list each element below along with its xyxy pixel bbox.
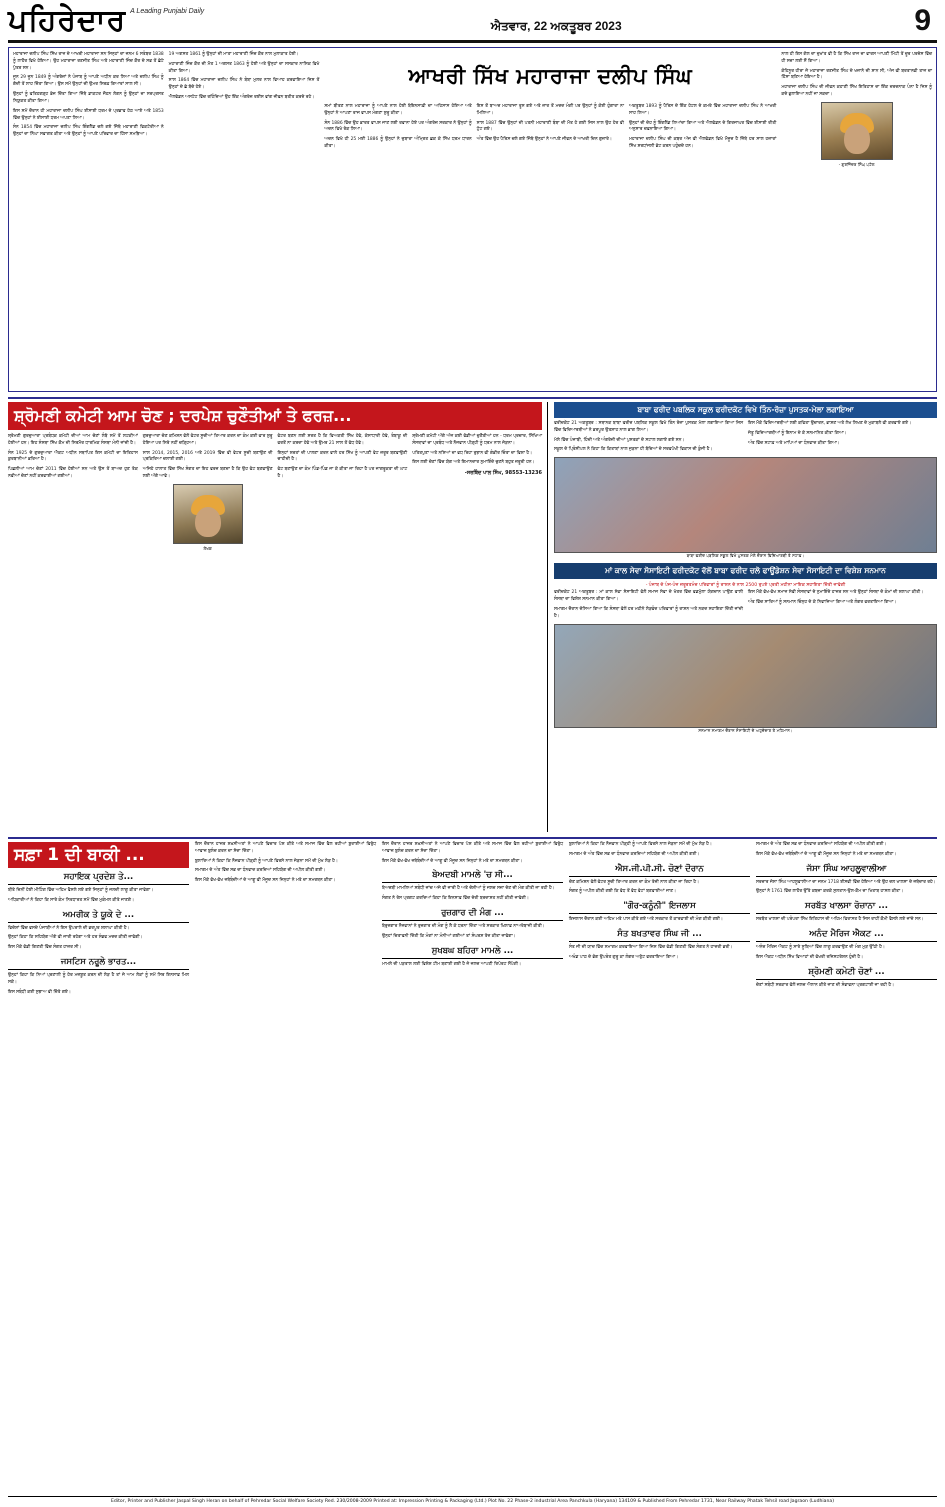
paragraph: ਮੇਲੇ ਵਿੱਚ ਪੰਜਾਬੀ, ਹਿੰਦੀ ਅਤੇ ਅੰਗਰੇਜ਼ੀ ਦੀਆਂ ਪੁਸਤਕਾਂ ਦੇ ਸਟਾਲ ਲਗਾਏ ਗਏ ਸਨ। [554, 437, 685, 443]
author-photo [821, 102, 893, 160]
paragraph: ਚੋਣ ਕਮਿਸ਼ਨ ਵੱਲੋਂ ਵੋਟਰ ਸੂਚੀ ਤਿਆਰ ਕਰਨ ਦਾ ਕੰਮ ਤੇਜ਼ੀ ਨਾਲ ਕੀਤਾ ਜਾ ਰਿਹਾ ਹੈ। [569, 879, 699, 885]
paragraph: ਮਹਾਰਾਣੀ ਜਿੰਦ ਕੌਰ ਦੀ ਮੌਤ 1 ਅਗਸਤ 1863 ਨੂੰ ਹੋਈ ਅਤੇ ਉਨ੍ਹਾਂ ਦਾ ਸਸਕਾਰ ਨਾਸਿਕ ਵਿਖੇ ਕੀਤਾ ਗਿਆ। [168, 61, 320, 74]
article-headline: ਮਾਂ ਕਾਲ ਸੇਵਾ ਸੋਸਾਇਟੀ ਫਰੀਦਕੋਟ ਵੱਲੋਂ ਬਾਬਾ ਫਰੀਦ ਚਲੋ ਫਾਊਂਡੇਸ਼ਨ ਸੇਵਾ ਸੋਸਾਇਟੀ ਦਾ ਵਿਸ਼ੇਸ਼ ਸਨਮਾਨ [554, 563, 937, 579]
paragraph: ਵਿਦੇਸ਼ਾਂ ਵਿੱਚ ਵਸਦੇ ਪੰਜਾਬੀਆਂ ਨੇ ਇਸ ਉਪਰਾਲੇ ਦੀ ਭਰਪੂਰ ਸ਼ਲਾਘਾ ਕੀਤੀ ਹੈ। [8, 925, 130, 931]
jump-column [195, 842, 376, 1442]
paragraph: ਇਸ ਤੋਂ ਬਾਅਦ ਮਹਾਰਾਜਾ ਰੂਸ ਗਏ ਅਤੇ ਜ਼ਾਰ ਤੋਂ ਮਦਦ ਮੰਗੀ ਪਰ ਉਨ੍ਹਾਂ ਨੂੰ ਕੋਈ ਹੁੰਗਾਰਾ ਨਾ ਮਿਲਿਆ। [476, 104, 624, 116]
article-book-fair [554, 402, 937, 558]
jump-item-head: ਰੁਜ਼ਗਾਰ ਦੀ ਮੰਗ ... [382, 908, 563, 921]
paragraph: ਮਹਾਰਾਜਾ ਦਲੀਪ ਸਿੰਘ ਦੀ ਜੀਵਨ ਕਹਾਣੀ ਸਿੱਖ ਇਤਿਹਾਸ ਦਾ ਇੱਕ ਦਰਦਨਾਕ ਪੰਨਾ ਹੈ ਜਿਸ ਨੂੰ ਕਦੇ ਭੁਲਾਇਆ ਨਹੀਂ ਜਾ ਸਕਦਾ। [781, 85, 933, 98]
article-subline: - ਪੰਜਾਬ ਦੇ ਪੰਜ-ਪੰਜ ਜ਼ਰੂਰਤਮੰਦ ਪਰਿਵਾਰਾਂ ਨੂੰ ਰਾਸ਼ਨ ਦੇ ਨਾਲ 2500 ਰੁਪਏ ਪ੍ਰਤੀ ਮਹੀਨਾ ਮਾਇਕ ਸਹਾਇਤਾ ਦਿੱਤੀ ਜਾਵੇਗੀ [645, 583, 846, 589]
paragraph: ਮਹਾਰਾਜਾ ਦਲੀਪ ਸਿੰਘ ਦੀ ਕਬਰ ਅੱਜ ਵੀ ਐਲਵੇਡਨ ਵਿਖੇ ਮੌਜੂਦ ਹੈ ਜਿੱਥੇ ਹਰ ਸਾਲ ਹਜ਼ਾਰਾਂ ਸਿੱਖ ਸ਼ਰਧਾਂਜਲੀ ਭੇਟ ਕਰਨ ਪਹੁੰਚਦੇ ਹਨ। [629, 137, 777, 150]
jump-item-head: "ਗੌਰ-ਕਨੂੰਨੀ" ਇਜਲਾਸ [569, 901, 750, 914]
paragraph: ਇਸ ਸਮੇਂ ਦੌਰਾਨ ਹੀ ਮਹਾਰਾਜਾ ਦਲੀਪ ਸਿੰਘ ਈਸਾਈ ਧਰਮ ਦੇ ਪ੍ਰਭਾਵ ਹੇਠ ਆਏ ਅਤੇ 1853 ਵਿੱਚ ਉਨ੍ਹਾਂ ਨੇ ਈਸਾਈ ਧਰਮ ਅਪਣਾ ਲਿਆ। [13, 108, 164, 121]
paragraph: ਬੇਰੁਜ਼ਗਾਰ ਨੌਜਵਾਨਾਂ ਨੇ ਰੁਜ਼ਗਾਰ ਦੀ ਮੰਗ ਨੂੰ ਲੈ ਕੇ ਧਰਨਾ ਦਿੱਤਾ ਅਤੇ ਸਰਕਾਰ ਖ਼ਿਲਾਫ਼ ਨਾਅਰੇਬਾਜ਼ੀ ਕੀਤੀ। [382, 924, 545, 930]
paragraph: ਫਰੀਦਕੋਟ 21 ਅਕਤੂਬਰ : ਸਥਾਨਕ ਬਾਬਾ ਫਰੀਦ ਪਬਲਿਕ ਸਕੂਲ ਵਿਖੇ ਤਿੰਨ ਰੋਜ਼ਾ ਪੁਸਤਕ ਮੇਲਾ ਲਗਾਇਆ ਗਿਆ ਜਿਸ ਵਿੱਚ ਵਿਦਿਆਰਥੀਆਂ ਨੇ ਭਰਪੂਰ ਉਤਸ਼ਾਹ ਨਾਲ ਭਾਗ ਲਿਆ। [554, 421, 743, 433]
paragraph: ਸ਼੍ਰੋਮਣੀ ਕਮੇਟੀ ਅੱਗੇ ਅੱਜ ਕਈ ਵੱਡੀਆਂ ਚੁਣੌਤੀਆਂ ਹਨ - ਧਰਮ ਪ੍ਰਚਾਰ, ਸਿੱਖਿਆ ਸੰਸਥਾਵਾਂ ਦਾ ਪ੍ਰਬੰਧ ਅਤੇ ਨੌਜਵਾਨ ਪੀੜ੍ਹੀ ਨੂੰ ਧਰਮ ਨਾਲ ਜੋੜਨਾ। [412, 434, 542, 446]
paragraph: ਸੰਤ ਜੀ ਦੀ ਯਾਦ ਵਿੱਚ ਸਮਾਗਮ ਕਰਵਾਇਆ ਗਿਆ ਜਿਸ ਵਿੱਚ ਵੱਡੀ ਗਿਣਤੀ ਵਿੱਚ ਸੰਗਤ ਨੇ ਹਾਜ਼ਰੀ ਭਰੀ। [569, 945, 733, 951]
photo-caption: ਸਨਮਾਨ ਸਮਾਗਮ ਦੌਰਾਨ ਸੋਸਾਇਟੀ ਦੇ ਅਹੁਦੇਦਾਰ ਤੇ ਮਹਿਮਾਨ। [698, 727, 793, 733]
article-society-honour [554, 563, 937, 732]
paragraph: ਇਸ ਮੌਕੇ ਵੱਖ-ਵੱਖ ਜਥੇਬੰਦੀਆਂ ਦੇ ਆਗੂ ਵੀ ਮੌਜੂਦ ਸਨ ਜਿਨ੍ਹਾਂ ਨੇ ਮਤੇ ਦਾ ਸਮਰਥਨ ਕੀਤਾ। [195, 878, 336, 884]
paragraph: ਅਧਿਕਾਰੀਆਂ ਨੇ ਕਿਹਾ ਕਿ ਸਾਰੇ ਕੰਮ ਨਿਰਧਾਰਤ ਸਮੇਂ ਵਿੱਚ ਮੁਕੰਮਲ ਕੀਤੇ ਜਾਣਗੇ। [8, 897, 134, 903]
paragraph: ਅੰਤ ਵਿੱਚ ਉਹ ਪੈਰਿਸ ਚਲੇ ਗਏ ਜਿੱਥੇ ਉਨ੍ਹਾਂ ਨੇ ਆਪਣੇ ਜੀਵਨ ਦੇ ਆਖਰੀ ਦਿਨ ਗੁਜ਼ਾਰੇ। [476, 137, 612, 143]
paragraph: ਨਾਲ ਹੀ ਇਸ ਗੱਲ ਦਾ ਦੁਖਾਂਤ ਵੀ ਹੈ ਕਿ ਸਿੱਖ ਰਾਜ ਦਾ ਵਾਰਸ ਆਪਣੀ ਮਿੱਟੀ ਤੋਂ ਦੂਰ ਪਰਦੇਸ ਵਿੱਚ ਹੀ ਸਦਾ ਲਈ ਸੌਂ ਗਿਆ। [781, 52, 933, 64]
article-column [143, 434, 273, 551]
news-photo [554, 624, 937, 728]
paragraph: ਸਾਲ 1887 ਵਿੱਚ ਉਨ੍ਹਾਂ ਦੀ ਪਤਨੀ ਮਹਾਰਾਣੀ ਬੰਬਾ ਦੀ ਮੌਤ ਹੋ ਗਈ ਜਿਸ ਨਾਲ ਉਹ ਹੋਰ ਵੀ ਟੁੱਟ ਗਏ। [476, 120, 624, 133]
news-stack [554, 402, 937, 832]
paragraph: ਸਮਾਗਮ ਦੇ ਅੰਤ ਵਿੱਚ ਸਭ ਦਾ ਧੰਨਵਾਦ ਕਰਦਿਆਂ ਸਹਿਯੋਗ ਦੀ ਅਪੀਲ ਕੀਤੀ ਗਈ। [195, 868, 326, 874]
paragraph: ਕੋਹਿਨੂਰ ਹੀਰਾ ਜੋ ਮਹਾਰਾਜਾ ਰਣਜੀਤ ਸਿੰਘ ਦੇ ਖਜ਼ਾਨੇ ਦੀ ਸ਼ਾਨ ਸੀ, ਅੱਜ ਵੀ ਬਰਤਾਨਵੀ ਤਾਜ ਦਾ ਹਿੱਸਾ ਬਣਿਆ ਹੋਇਆ ਹੈ। [781, 68, 933, 81]
paragraph: ਪਿਛਲੀਆਂ ਆਮ ਚੋਣਾਂ 2011 ਵਿੱਚ ਹੋਈਆਂ ਸਨ ਅਤੇ ਉਸ ਤੋਂ ਬਾਅਦ ਹੁਣ ਤੱਕ ਨਵੀਆਂ ਚੋਣਾਂ ਨਹੀਂ ਕਰਵਾਈਆਂ ਗਈਆਂ। [8, 467, 138, 480]
paragraph: ਸਮਾਗਮ ਦੌਰਾਨ ਦੱਸਿਆ ਗਿਆ ਕਿ ਸੰਸਥਾ ਵੱਲੋਂ ਹਰ ਮਹੀਨੇ ਲੋੜਵੰਦ ਪਰਿਵਾਰਾਂ ਨੂੰ ਰਾਸ਼ਨ ਅਤੇ ਨਕਦ ਸਹਾਇਤਾ ਦਿੱਤੀ ਜਾਂਦੀ ਹੈ। [554, 606, 743, 619]
article-maharaja-duleep-singh [8, 47, 937, 392]
paragraph: ਸਾਲ 2014, 2015, 2016 ਅਤੇ 2019 ਵਿੱਚ ਵੀ ਵੋਟਰ ਸੂਚੀ ਬਣਾਉਣ ਦੀ ਪ੍ਰਕਿਰਿਆ ਚਲਾਈ ਗਈ। [142, 450, 273, 463]
paragraph: ਉਨ੍ਹਾਂ ਨੇ 1761 ਵਿੱਚ ਲਾਹੌਰ ਉੱਤੇ ਕਬਜ਼ਾ ਕਰਕੇ ਸੁਲਤਾਨ-ਉਲ-ਕੌਮ ਦਾ ਖਿਤਾਬ ਹਾਸਲ ਕੀਤਾ। [756, 889, 904, 895]
masthead-logo [8, 3, 205, 38]
jump-item-head: ਬੇਅਦਬੀ ਮਾਮਲੇ 'ਚ ਸੀ... [382, 870, 563, 883]
jump-column [756, 842, 937, 1442]
paragraph: 19 ਅਗਸਤ 1861 ਨੂੰ ਉਨ੍ਹਾਂ ਦੀ ਮਾਤਾ ਮਹਾਰਾਣੀ ਜਿੰਦ ਕੌਰ ਨਾਲ ਮੁਲਾਕਾਤ ਹੋਈ। [168, 52, 299, 57]
paragraph: ਬੁਲਾਰਿਆਂ ਨੇ ਕਿਹਾ ਕਿ ਨੌਜਵਾਨ ਪੀੜ੍ਹੀ ਨੂੰ ਆਪਣੇ ਵਿਰਸੇ ਨਾਲ ਜੋੜਨਾ ਸਮੇਂ ਦੀ ਮੁੱਖ ਲੋੜ ਹੈ। [195, 858, 338, 864]
article-column [8, 434, 138, 551]
paragraph: ਅਦਨ ਵਿਖੇ ਹੀ 25 ਮਈ 1886 ਨੂੰ ਉਨ੍ਹਾਂ ਨੇ ਦੁਬਾਰਾ ਅੰਮ੍ਰਿਤ ਛਕ ਕੇ ਸਿੱਖ ਧਰਮ ਧਾਰਨ ਕੀਤਾ। [324, 137, 472, 150]
author-photo [173, 484, 243, 544]
paragraph: ਸਮਾਗਮ ਦੇ ਅੰਤ ਵਿੱਚ ਸਭ ਦਾ ਧੰਨਵਾਦ ਕਰਦਿਆਂ ਸਹਿਯੋਗ ਦੀ ਅਪੀਲ ਕੀਤੀ ਗਈ। [756, 842, 887, 847]
paragraph: ਇਸ ਦੌਰਾਨ ਹਾਜ਼ਰ ਸ਼ਖ਼ਸੀਅਤਾਂ ਨੇ ਆਪਣੇ ਵਿਚਾਰ ਪੇਸ਼ ਕੀਤੇ ਅਤੇ ਸਮਾਜ ਵਿੱਚ ਫੈਲ ਰਹੀਆਂ ਬੁਰਾਈਆਂ ਵਿਰੁੱਧ ਆਵਾਜ਼ ਬੁਲੰਦ ਕਰਨ ਦਾ ਸੱਦਾ ਦਿੱਤਾ। [382, 842, 563, 854]
paragraph: ਗੁਰਦੁਆਰਾ ਚੋਣ ਕਮਿਸ਼ਨ ਵੱਲੋਂ ਵੋਟਰ ਸੂਚੀਆਂ ਤਿਆਰ ਕਰਨ ਦਾ ਕੰਮ ਕਈ ਵਾਰ ਸ਼ੁਰੂ ਹੋਇਆ ਪਰ ਸਿਰੇ ਨਹੀਂ ਚੜ੍ਹਿਆ। [142, 434, 273, 446]
paragraph: ਇਸ ਸਬੰਧੀ ਕਈ ਸੁਝਾਅ ਵੀ ਦਿੱਤੇ ਗਏ। [8, 989, 71, 995]
paragraph: ਇਸ ਮੌਕੇ ਵੱਡੀ ਗਿਣਤੀ ਵਿੱਚ ਸੰਗਤ ਹਾਜ਼ਰ ਸੀ। [8, 945, 82, 951]
paragraph: ਜੇਤੂ ਵਿਦਿਆਰਥੀਆਂ ਨੂੰ ਇਨਾਮ ਦੇ ਕੇ ਸਨਮਾਨਿਤ ਕੀਤਾ ਗਿਆ। [748, 430, 847, 436]
paragraph: ਇਜਲਾਸ ਦੌਰਾਨ ਕਈ ਅਹਿਮ ਮਤੇ ਪਾਸ ਕੀਤੇ ਗਏ ਅਤੇ ਸਰਕਾਰ ਤੋਂ ਕਾਰਵਾਈ ਦੀ ਮੰਗ ਕੀਤੀ ਗਈ। [569, 917, 723, 923]
news-photo [554, 457, 937, 553]
paragraph: ਅਕਤੂਬਰ 1893 ਨੂੰ ਪੈਰਿਸ ਦੇ ਇੱਕ ਹੋਟਲ ਦੇ ਕਮਰੇ ਵਿੱਚ ਮਹਾਰਾਜਾ ਦਲੀਪ ਸਿੰਘ ਨੇ ਆਖਰੀ ਸਾਹ ਲਿਆ। [629, 104, 777, 116]
paragraph: ਇਸ ਮੌਕੇ ਵਿਦਿਆਰਥੀਆਂ ਲਈ ਕਵਿਤਾ ਉਚਾਰਨ, ਭਾਸ਼ਣ ਅਤੇ ਲੇਖ ਲਿਖਣ ਦੇ ਮੁਕਾਬਲੇ ਵੀ ਕਰਵਾਏ ਗਏ। [748, 421, 912, 426]
masthead [8, 3, 937, 43]
paragraph: ਐਲਵੇਡਨ ਅਸਟੇਟ ਵਿੱਚ ਰਹਿੰਦਿਆਂ ਉਹ ਇੱਕ ਅੰਗਰੇਜ਼ ਰਈਸ ਵਾਂਗ ਜੀਵਨ ਬਤੀਤ ਕਰਦੇ ਰਹੇ। [168, 95, 315, 101]
paragraph: ਉਨ੍ਹਾਂ ਦੀ ਦੇਹ ਨੂੰ ਇੰਗਲੈਂਡ ਲਿਆਂਦਾ ਗਿਆ ਅਤੇ ਐਲਵੇਡਨ ਦੇ ਗਿਰਜਾਘਰ ਵਿੱਚ ਈਸਾਈ ਰੀਤੀ ਅਨੁਸਾਰ ਦਫ਼ਨਾਇਆ ਗਿਆ। [629, 120, 777, 133]
jump-item-head: ਸੁਖਬਘ ਬਹਿਰਾ ਮਾਮਲੇ ... [382, 946, 563, 959]
jump-item-head: ਐਸ.ਜੀ.ਪੀ.ਸੀ. ਚੋਣਾਂ ਦੌਰਾਨ [569, 864, 750, 877]
article-headline-block [324, 52, 776, 100]
photo-caption: - ਗੁਰਜਿੰਦਰ ਸਿੰਘ ਪਟੇਲ [838, 161, 875, 167]
jump-item-head: ਸ਼੍ਰੋਮਣੀ ਕਮੇਟੀ ਚੋਣਾਂ ... [756, 967, 937, 980]
paragraph: ਸੰਨ 1886 ਵਿੱਚ ਉਹ ਭਾਰਤ ਵਾਪਸ ਜਾਣ ਲਈ ਰਵਾਨਾ ਹੋਏ ਪਰ ਅੰਗਰੇਜ਼ ਸਰਕਾਰ ਨੇ ਉਨ੍ਹਾਂ ਨੂੰ ਅਦਨ ਵਿਖੇ ਰੋਕ ਲਿਆ। [324, 120, 472, 133]
paragraph: ਮਾਮਲੇ ਦੀ ਪੜਤਾਲ ਲਈ ਵਿਸ਼ੇਸ਼ ਟੀਮ ਬਣਾਈ ਗਈ ਹੈ ਜੋ ਜਲਦ ਆਪਣੀ ਰਿਪੋਰਟ ਸੌਂਪੇਗੀ। [382, 961, 521, 967]
article-byline: -ਸਰਬਿੰਦ ਪਾਲ ਸਿੰਘ, 98553-13236 [464, 470, 542, 477]
divider [8, 397, 937, 399]
paragraph: ਉਨ੍ਹਾਂ ਕਿਹਾ ਕਿ ਸਹਿਯੋਗ ਅੱਗੇ ਵੀ ਜਾਰੀ ਰਹੇਗਾ ਅਤੇ ਹਰ ਸੰਭਵ ਮਦਦ ਕੀਤੀ ਜਾਵੇਗੀ। [8, 935, 143, 941]
article-headline: ਬਾਬਾ ਫਰੀਦ ਪਬਲਿਕ ਸਕੂਲ ਫਰੀਦਕੋਟ ਵਿਖੇ ਤਿੰਨ-ਰੋਜ਼ਾ ਪੁਸਤਕ-ਮੇਲਾ ਲਗਾਇਆ [554, 402, 937, 418]
photo-caption: ਲੇਖਕ [203, 545, 212, 551]
paragraph: ਇਸ ਦੌਰਾਨ ਹਾਜ਼ਰ ਸ਼ਖ਼ਸੀਅਤਾਂ ਨੇ ਆਪਣੇ ਵਿਚਾਰ ਪੇਸ਼ ਕੀਤੇ ਅਤੇ ਸਮਾਜ ਵਿੱਚ ਫੈਲ ਰਹੀਆਂ ਬੁਰਾਈਆਂ ਵਿਰੁੱਧ ਆਵਾਜ਼ ਬੁਲੰਦ ਕਰਨ ਦਾ ਸੱਦਾ ਦਿੱਤਾ। [195, 842, 376, 854]
paragraph: ਸ਼੍ਰੋਮਣੀ ਗੁਰਦੁਆਰਾ ਪ੍ਰਬੰਧਕ ਕਮੇਟੀ ਦੀਆਂ ਆਮ ਚੋਣਾਂ ਲੰਬੇ ਸਮੇਂ ਤੋਂ ਲਟਕੀਆਂ ਹੋਈਆਂ ਹਨ। ਇਹ ਸੰਸਥਾ ਸਿੱਖ ਕੌਮ ਦੀ ਸਿਰਮੌਰ ਧਾਰਮਿਕ ਸੰਸਥਾ ਮੰਨੀ ਜਾਂਦੀ ਹੈ। [8, 434, 138, 446]
jump-item-head: ਅਨੰਦ ਮੈਰਿਜ ਐਕਟ ... [756, 929, 937, 942]
paragraph: ਵੋਟਰ ਬਣਨ ਲਈ ਸ਼ਰਤ ਹੈ ਕਿ ਵਿਅਕਤੀ ਸਿੱਖ ਹੋਵੇ, ਕੇਸਾਧਾਰੀ ਹੋਵੇ, ਤੰਬਾਕੂ ਦੀ ਵਰਤੋਂ ਨਾ ਕਰਦਾ ਹੋਵੇ ਅਤੇ ਉਮਰ 21 ਸਾਲ ਤੋਂ ਵੱਧ ਹੋਵੇ। [277, 434, 408, 446]
paragraph: ਅਜਿਹੇ ਹਾਲਾਤ ਵਿੱਚ ਸਿੱਖ ਸੰਗਤ ਦਾ ਇਹ ਫਰਜ਼ ਬਣਦਾ ਹੈ ਕਿ ਉਹ ਵੋਟ ਬਣਵਾਉਣ ਲਈ ਅੱਗੇ ਆਵੇ। [142, 467, 273, 480]
paragraph: ਇਸ ਐਕਟ ਅਧੀਨ ਸਿੱਖ ਵਿਆਹਾਂ ਦੀ ਵੱਖਰੀ ਰਜਿਸਟਰੇਸ਼ਨ ਹੁੰਦੀ ਹੈ। [756, 954, 863, 960]
jump-item-head: ਅਮਰੀਕ ਤੇ ਯੂਕੇ ਦੇ ... [8, 910, 189, 923]
paragraph: ਉਨ੍ਹਾਂ ਨੂੰ ਫਤਿਹਗੜ੍ਹ ਭੇਜ ਦਿੱਤਾ ਗਿਆ ਜਿੱਥੇ ਡਾਕਟਰ ਜੌਹਨ ਲੋਗਨ ਨੂੰ ਉਨ੍ਹਾਂ ਦਾ ਸਰਪ੍ਰਸਤ ਨਿਯੁਕਤ ਕੀਤਾ ਗਿਆ। [13, 92, 164, 104]
jump-item-head: ਜੱਸਾ ਸਿੰਘ ਆਹਲੂਵਾਲੀਆ [756, 864, 937, 877]
article-headline: ਸ਼੍ਰੋਮਣੀ ਕਮੇਟੀ ਆਮ ਚੋਣ ; ਦਰਪੇਸ਼ ਚੁਣੌਤੀਆਂ ਤੇ ਫਰਜ਼... [8, 402, 542, 430]
paragraph: ਅੰਤ ਵਿੱਚ ਸਟਾਫ਼ ਅਤੇ ਮਾਪਿਆਂ ਦਾ ਧੰਨਵਾਦ ਕੀਤਾ ਗਿਆ। [748, 440, 840, 446]
paragraph: ਬੁਲਾਰਿਆਂ ਨੇ ਕਿਹਾ ਕਿ ਨੌਜਵਾਨ ਪੀੜ੍ਹੀ ਨੂੰ ਆਪਣੇ ਵਿਰਸੇ ਨਾਲ ਜੋੜਨਾ ਸਮੇਂ ਦੀ ਮੁੱਖ ਲੋੜ ਹੈ। [569, 842, 712, 847]
paragraph: ਵੋਟ ਬਣਾਉਣ ਦਾ ਕੰਮ ਪਿੰਡ-ਪਿੰਡ ਜਾ ਕੇ ਕੀਤਾ ਜਾ ਰਿਹਾ ਹੈ ਪਰ ਜਾਗਰੂਕਤਾ ਦੀ ਘਾਟ ਹੈ। [277, 467, 408, 480]
paragraph: ਬੀਤੇ ਦਿਨੀਂ ਹੋਈ ਮੀਟਿੰਗ ਵਿੱਚ ਅਹਿਮ ਫੈਸਲੇ ਲਏ ਗਏ ਜਿਨ੍ਹਾਂ ਨੂੰ ਜਲਦੀ ਲਾਗੂ ਕੀਤਾ ਜਾਵੇਗਾ। [8, 888, 154, 893]
paragraph: ਪਤਿਤਪੁਣਾ ਅਤੇ ਨਸ਼ਿਆਂ ਦਾ ਵਧ ਰਿਹਾ ਰੁਝਾਨ ਵੀ ਗੰਭੀਰ ਚਿੰਤਾ ਦਾ ਵਿਸ਼ਾ ਹੈ। [412, 450, 532, 456]
paragraph: ਸਕੂਲ ਦੇ ਪ੍ਰਿੰਸੀਪਲ ਨੇ ਕਿਹਾ ਕਿ ਕਿਤਾਬਾਂ ਨਾਲ ਜੁੜਨਾ ਹੀ ਬੱਚਿਆਂ ਦੇ ਸਰਵਪੱਖੀ ਵਿਕਾਸ ਦੀ ਕੁੰਜੀ ਹੈ। [554, 447, 713, 453]
paragraph: ਸੰਨ 1854 ਵਿੱਚ ਮਹਾਰਾਜਾ ਦਲੀਪ ਸਿੰਘ ਇੰਗਲੈਂਡ ਚਲੇ ਗਏ ਜਿੱਥੇ ਮਹਾਰਾਣੀ ਵਿਕਟੋਰੀਆ ਨੇ ਉਨ੍ਹਾਂ ਦਾ ਨਿੱਘਾ ਸਵਾਗਤ ਕੀਤਾ ਅਤੇ ਉਨ੍ਹਾਂ ਨੂੰ ਆਪਣੇ ਪਰਿਵਾਰ ਦਾ ਹਿੱਸਾ ਸਮਝਿਆ। [13, 125, 164, 138]
paragraph: ਉਨ੍ਹਾਂ ਕਿਹਾ ਕਿ ਨਿਆਂ ਪ੍ਰਣਾਲੀ ਨੂੰ ਹੋਰ ਮਜ਼ਬੂਤ ਕਰਨ ਦੀ ਲੋੜ ਹੈ ਤਾਂ ਜੋ ਆਮ ਲੋਕਾਂ ਨੂੰ ਸਮੇਂ ਸਿਰ ਇਨਸਾਫ਼ ਮਿਲ ਸਕੇ। [8, 973, 189, 985]
paragraph: ਇਸ ਮੌਕੇ ਵੱਖ-ਵੱਖ ਜਥੇਬੰਦੀਆਂ ਦੇ ਆਗੂ ਵੀ ਮੌਜੂਦ ਸਨ ਜਿਨ੍ਹਾਂ ਨੇ ਮਤੇ ਦਾ ਸਮਰਥਨ ਕੀਤਾ। [382, 858, 523, 864]
jump-item-head: ਸਰਬੱਤ ਖਾਲਸਾ ਰੋਜ਼ਾਨਾ ... [756, 901, 937, 914]
page-number: 9 [914, 4, 931, 37]
photo-caption: ਬਾਬਾ ਫਰੀਦ ਪਬਲਿਕ ਸਕੂਲ ਵਿਖੇ ਪੁਸਤਕ ਮੇਲੇ ਦੌਰਾਨ ਵਿਦਿਆਰਥੀ ਤੇ ਸਟਾਫ਼। [686, 553, 805, 559]
paragraph: ਇਸ ਮੌਕੇ ਵੱਖ-ਵੱਖ ਸਮਾਜ ਸੇਵੀ ਸੰਸਥਾਵਾਂ ਦੇ ਨੁਮਾਇੰਦੇ ਹਾਜ਼ਰ ਸਨ ਅਤੇ ਉਨ੍ਹਾਂ ਸੰਸਥਾ ਦੇ ਕੰਮਾਂ ਦੀ ਸ਼ਲਾਘਾ ਕੀਤੀ। [748, 590, 924, 596]
jump-item-head: ਜਸਟਿਸ ਨਰੂਲੇ ਭਾਰਤ... [8, 957, 189, 970]
jump-banner: ਸਫ਼ਾ 1 ਦੀ ਬਾਕੀ ... [8, 842, 189, 868]
paragraph: ਚੋਣਾਂ ਸਬੰਧੀ ਸਰਕਾਰ ਵੱਲੋਂ ਜਲਦ ਐਲਾਨ ਕੀਤੇ ਜਾਣ ਦੀ ਸੰਭਾਵਨਾ ਪ੍ਰਗਟਾਈ ਜਾ ਰਹੀ ਹੈ। [756, 982, 894, 988]
paragraph: ਇਸ ਮੌਕੇ ਵੱਖ-ਵੱਖ ਜਥੇਬੰਦੀਆਂ ਦੇ ਆਗੂ ਵੀ ਮੌਜੂਦ ਸਨ ਜਿਨ੍ਹਾਂ ਨੇ ਮਤੇ ਦਾ ਸਮਰਥਨ ਕੀਤਾ। [756, 851, 897, 857]
article-column [477, 104, 624, 387]
publication-name: ਪਹਿਰੇਦਾਰ [8, 3, 127, 38]
paragraph: ਇਸ ਲਈ ਚੋਣਾਂ ਵਿੱਚ ਯੋਗ ਅਤੇ ਇਮਾਨਦਾਰ ਨੁਮਾਇੰਦੇ ਚੁਣਨੇ ਬਹੁਤ ਜ਼ਰੂਰੀ ਹਨ। [412, 460, 535, 466]
article-shiromani-committee [8, 402, 548, 832]
article-column [169, 52, 320, 387]
article-column [748, 421, 937, 457]
paragraph: ਬੇਅਦਬੀ ਮਾਮਲਿਆਂ ਸਬੰਧੀ ਜਾਂਚ ਅਜੇ ਵੀ ਜਾਰੀ ਹੈ ਅਤੇ ਦੋਸ਼ੀਆਂ ਨੂੰ ਜਲਦ ਸਜ਼ਾ ਦੇਣ ਦੀ ਮੰਗ ਕੀਤੀ ਜਾ ਰਹੀ ਹੈ। [382, 886, 555, 892]
jump-column [382, 842, 563, 1442]
jump-item-head: ਸੰਤ ਬਖਤਾਵਰ ਸਿੰਘ ਜੀ ... [569, 929, 750, 942]
paragraph: ਅਖੰਡ ਪਾਠ ਦੇ ਭੋਗ ਉਪਰੰਤ ਗੁਰੂ ਕਾ ਲੰਗਰ ਅਤੁੱਟ ਵਰਤਾਇਆ ਗਿਆ। [569, 954, 679, 960]
page-title: ਆਖਰੀ ਸਿੱਖ ਮਹਾਰਾਜਾ ਦਲੀਪ ਸਿੰਘ [408, 63, 693, 88]
paragraph: ਮਹਾਰਾਜਾ ਦਲੀਪ ਸਿੰਘ ਸਿੱਖ ਰਾਜ ਦੇ ਆਖਰੀ ਮਹਾਰਾਜਾ ਸਨ ਜਿਨ੍ਹਾਂ ਦਾ ਜਨਮ 6 ਸਤੰਬਰ 1838 ਨੂੰ ਲਾਹੌਰ ਵਿਖੇ ਹੋਇਆ। ਉਹ ਮਹਾਰਾਜਾ ਰਣਜੀਤ ਸਿੰਘ ਅਤੇ ਮਹਾਰਾਣੀ ਜਿੰਦ ਕੌਰ ਦੇ ਸਭ ਤੋਂ ਛੋਟੇ ਪੁੱਤਰ ਸਨ। [13, 52, 164, 71]
jump-column [569, 842, 750, 1442]
article-column [278, 434, 408, 551]
paragraph: ਸਮਾਂ ਬੀਤਣ ਨਾਲ ਮਹਾਰਾਜਾ ਨੂੰ ਆਪਣੇ ਨਾਲ ਹੋਈ ਬੇਇਨਸਾਫ਼ੀ ਦਾ ਅਹਿਸਾਸ ਹੋਇਆ ਅਤੇ ਉਨ੍ਹਾਂ ਨੇ ਆਪਣਾ ਰਾਜ ਵਾਪਸ ਮੰਗਣਾ ਸ਼ੁਰੂ ਕੀਤਾ। [324, 104, 472, 116]
paragraph: ਸੰਨ 1925 ਦੇ ਗੁਰਦੁਆਰਾ ਐਕਟ ਅਧੀਨ ਸਥਾਪਿਤ ਇਸ ਕਮੇਟੀ ਦਾ ਇਤਿਹਾਸ ਕੁਰਬਾਨੀਆਂ ਭਰਿਆ ਹੈ। [8, 450, 138, 463]
jump-column [8, 842, 189, 1442]
divider [8, 837, 937, 839]
paragraph: ਸੰਗਤ ਨੇ ਰੋਸ ਪ੍ਰਗਟ ਕਰਦਿਆਂ ਕਿਹਾ ਕਿ ਇਨਸਾਫ਼ ਵਿੱਚ ਦੇਰੀ ਬਰਦਾਸ਼ਤ ਨਹੀਂ ਕੀਤੀ ਜਾਵੇਗੀ। [382, 896, 529, 902]
paragraph: ਫਰੀਦਕੋਟ 21 ਅਕਤੂਬਰ : ਮਾਂ ਕਾਲ ਸੇਵਾ ਸੋਸਾਇਟੀ ਵੱਲੋਂ ਸਮਾਜ ਸੇਵਾ ਦੇ ਖੇਤਰ ਵਿੱਚ ਵਡਮੁੱਲਾ ਯੋਗਦਾਨ ਪਾਉਣ ਵਾਲੀ ਸੰਸਥਾ ਦਾ ਵਿਸ਼ੇਸ਼ ਸਨਮਾਨ ਕੀਤਾ ਗਿਆ। [554, 590, 743, 603]
article-column-with-photo [781, 52, 932, 387]
paragraph: ਸਰਬੱਤ ਖਾਲਸਾ ਦੀ ਪਰੰਪਰਾ ਸਿੱਖ ਇਤਿਹਾਸ ਦੀ ਅਹਿਮ ਵਿਰਾਸਤ ਹੈ ਜਿਸ ਰਾਹੀਂ ਕੌਮੀ ਫੈਸਲੇ ਲਏ ਜਾਂਦੇ ਸਨ। [756, 917, 924, 923]
section-committee-and-news [8, 402, 937, 832]
paragraph: ਸਮਾਗਮ ਦੇ ਅੰਤ ਵਿੱਚ ਸਭ ਦਾ ਧੰਨਵਾਦ ਕਰਦਿਆਂ ਸਹਿਯੋਗ ਦੀ ਅਪੀਲ ਕੀਤੀ ਗਈ। [569, 851, 700, 857]
paragraph: ਅੰਤ ਵਿੱਚ ਸਾਰਿਆਂ ਨੂੰ ਸਨਮਾਨ ਚਿੰਨ੍ਹ ਦੇ ਕੇ ਨਿਵਾਜਿਆ ਗਿਆ ਅਤੇ ਲੰਗਰ ਵਰਤਾਇਆ ਗਿਆ। [748, 600, 897, 606]
article-column [554, 421, 743, 457]
issue-date: ਐਤਵਾਰ, 22 ਅਕਤੂਬਰ 2023 [490, 18, 622, 33]
paragraph: ਜੂਨ 29 ਜੂਨ 1849 ਨੂੰ ਅੰਗਰੇਜ਼ਾਂ ਨੇ ਪੰਜਾਬ ਨੂੰ ਆਪਣੇ ਅਧੀਨ ਕਰ ਲਿਆ ਅਤੇ ਦਲੀਪ ਸਿੰਘ ਨੂੰ ਗੱਦੀ ਤੋਂ ਲਾਹ ਦਿੱਤਾ ਗਿਆ। ਉਸ ਸਮੇਂ ਉਨ੍ਹਾਂ ਦੀ ਉਮਰ ਸਿਰਫ਼ ਗਿਆਰਾਂ ਸਾਲ ਸੀ। [13, 75, 164, 88]
article-column [748, 590, 937, 623]
section-continued-from-page-1 [8, 842, 937, 1442]
paragraph: ਸਾਲ 1864 ਵਿੱਚ ਮਹਾਰਾਜਾ ਦਲੀਪ ਸਿੰਘ ਨੇ ਬੰਬਾ ਮੁਲਰ ਨਾਲ ਵਿਆਹ ਕਰਵਾਇਆ ਜਿਸ ਤੋਂ ਉਨ੍ਹਾਂ ਦੇ ਛੇ ਬੱਚੇ ਹੋਏ। [168, 78, 320, 91]
article-column [324, 104, 471, 387]
article-column [13, 52, 164, 387]
publication-tagline: A Leading Punjabi Daily [130, 8, 205, 15]
article-column [412, 434, 542, 551]
article-column [629, 104, 776, 387]
paragraph: ਸਰਦਾਰ ਜੱਸਾ ਸਿੰਘ ਆਹਲੂਵਾਲੀਆ ਦਾ ਜਨਮ 1718 ਈਸਵੀ ਵਿੱਚ ਹੋਇਆ ਅਤੇ ਉਹ ਦਲ ਖਾਲਸਾ ਦੇ ਜਥੇਦਾਰ ਰਹੇ। [756, 879, 936, 885]
paragraph: ਸੰਗਤ ਨੂੰ ਅਪੀਲ ਕੀਤੀ ਗਈ ਕਿ ਵੱਧ ਤੋਂ ਵੱਧ ਵੋਟਾਂ ਬਣਵਾਈਆਂ ਜਾਣ। [569, 889, 676, 895]
paragraph: ਅਨੰਦ ਮੈਰਿਜ ਐਕਟ ਨੂੰ ਸਾਰੇ ਸੂਬਿਆਂ ਵਿੱਚ ਲਾਗੂ ਕਰਵਾਉਣ ਦੀ ਮੰਗ ਮੁੜ ਉੱਠੀ ਹੈ। [756, 945, 885, 951]
paragraph: ਉਨ੍ਹਾਂ ਚਿਤਾਵਨੀ ਦਿੱਤੀ ਕਿ ਮੰਗਾਂ ਨਾ ਮੰਨੀਆਂ ਗਈਆਂ ਤਾਂ ਸੰਘਰਸ਼ ਤੇਜ਼ ਕੀਤਾ ਜਾਵੇਗਾ। [382, 933, 516, 939]
paragraph: ਇਨ੍ਹਾਂ ਸ਼ਰਤਾਂ ਦੀ ਪਾਲਣਾ ਕਰਨ ਵਾਲੇ ਹਰ ਸਿੱਖ ਨੂੰ ਆਪਣੀ ਵੋਟ ਜ਼ਰੂਰ ਬਣਵਾਉਣੀ ਚਾਹੀਦੀ ਹੈ। [277, 450, 408, 463]
article-column [554, 590, 743, 623]
imprint-footer: Editor, Printer and Publisher Jaspal Singh Heran on behalf of Pehredar Social Welfare Society Red. 230/2008-2009 Printed at: Impression Printing & Packaging (Ltd.) Plot No. 22 Phase-2 industrial Area Panchkula (Haryana) 134109 & Published From Pehredar 1731, Near Railway Phatak Tehsil road Jagraon (Ludhiana) [8, 1496, 937, 1504]
jump-item-head: ਸਹਾਇਕ ਪ੍ਰਦੇਸ਼ ਤੇ... [8, 872, 189, 885]
